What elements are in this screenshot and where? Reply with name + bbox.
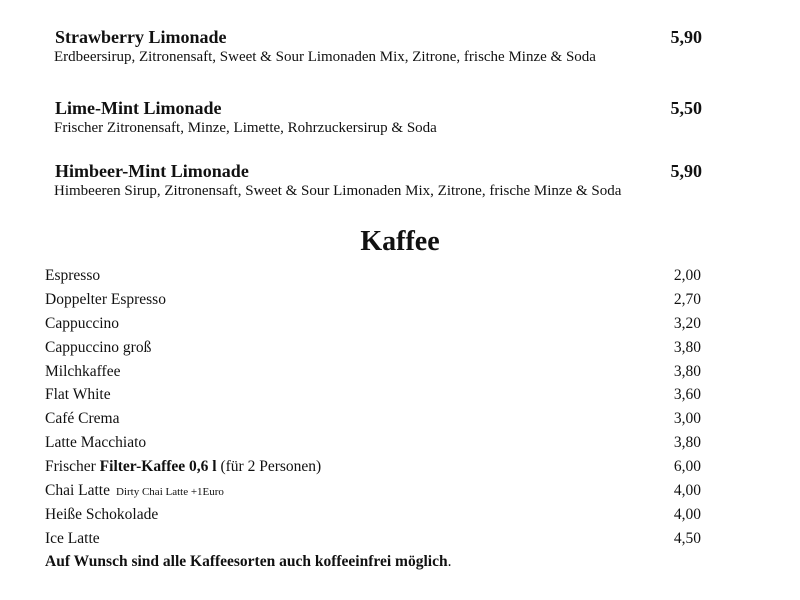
item-description: Erdbeersirup, Zitronensaft, Sweet & Sour Limonaden Mix, Zitrone, frische Minze & Soda <box>54 49 596 65</box>
item-name-text: Chai Latte <box>45 482 110 500</box>
item-price: 3,00 <box>673 410 701 428</box>
item-name: Espresso <box>45 267 101 284</box>
list-item <box>45 505 701 529</box>
item-name <box>45 457 321 477</box>
item-name-bold: Filter-Kaffee 0,6 l <box>99 458 217 476</box>
list-item <box>45 266 701 290</box>
item-price: 4,00 <box>673 482 701 500</box>
item-note: Dirty Chai Latte +1Euro <box>116 486 224 499</box>
item-price: 3,20 <box>673 314 701 332</box>
list-item <box>45 338 701 362</box>
item-name: Cappuccino groß <box>45 338 152 356</box>
item-name: Strawberry Limonade <box>55 27 227 47</box>
item-price: 3,80 <box>673 362 701 380</box>
item-price: 2,00 <box>673 267 701 284</box>
list-item <box>45 409 701 433</box>
item-description: Frischer Zitronensaft, Minze, Limette, Rohrzuckersirup & Soda <box>54 120 437 136</box>
item-name: Milchkaffee <box>45 362 121 380</box>
menu-item-header <box>54 161 704 185</box>
list-item <box>45 481 701 505</box>
item-name: Cappuccino <box>45 314 120 332</box>
item-price: 6,00 <box>673 458 701 476</box>
item-price: 2,70 <box>673 290 701 308</box>
list-item <box>45 385 701 409</box>
menu-item-lime-mint-limonade <box>54 98 704 136</box>
list-item <box>45 362 701 386</box>
menu-item-header <box>54 27 704 51</box>
menu-item-himbeer-mint-limonade <box>54 161 704 199</box>
item-name: Lime-Mint Limonade <box>55 98 222 118</box>
item-price: 4,00 <box>673 505 701 523</box>
footer-note-bold: Auf Wunsch sind alle Kaffeesorten auch koffeeinfrei möglich <box>45 553 448 570</box>
list-item <box>45 433 701 457</box>
item-price: 5,50 <box>670 98 702 118</box>
item-price: 4,50 <box>673 529 701 547</box>
item-name: Doppelter Espresso <box>45 290 166 308</box>
list-item <box>45 457 701 481</box>
item-name: Flat White <box>45 386 111 404</box>
item-name-suffix: (für 2 Personen) <box>216 458 322 476</box>
kaffee-list <box>45 266 701 553</box>
item-name <box>45 481 224 502</box>
item-name: Himbeer-Mint Limonade <box>55 161 249 181</box>
item-price: 5,90 <box>670 27 702 47</box>
item-name: Café Crema <box>45 410 120 428</box>
item-description: Himbeeren Sirup, Zitronensaft, Sweet & Sour Limonaden Mix, Zitrone, frische Minze & Soda <box>54 183 622 199</box>
section-title-kaffee: Kaffee <box>360 226 440 257</box>
menu-item-strawberry-limonade <box>54 27 704 65</box>
item-name-prefix: Frischer <box>45 458 100 476</box>
item-price: 5,90 <box>670 161 702 181</box>
item-name: Latte Macchiato <box>45 434 147 452</box>
item-price: 3,80 <box>673 338 701 356</box>
item-name: Ice Latte <box>45 529 100 547</box>
item-price: 3,60 <box>673 386 701 404</box>
footer-note <box>45 553 451 571</box>
menu-item-header <box>54 98 704 122</box>
list-item <box>45 529 701 553</box>
item-name: Heiße Schokolade <box>45 505 159 523</box>
list-item <box>45 290 701 314</box>
footer-note-end: . <box>447 553 452 570</box>
item-price: 3,80 <box>673 434 701 452</box>
list-item <box>45 314 701 338</box>
